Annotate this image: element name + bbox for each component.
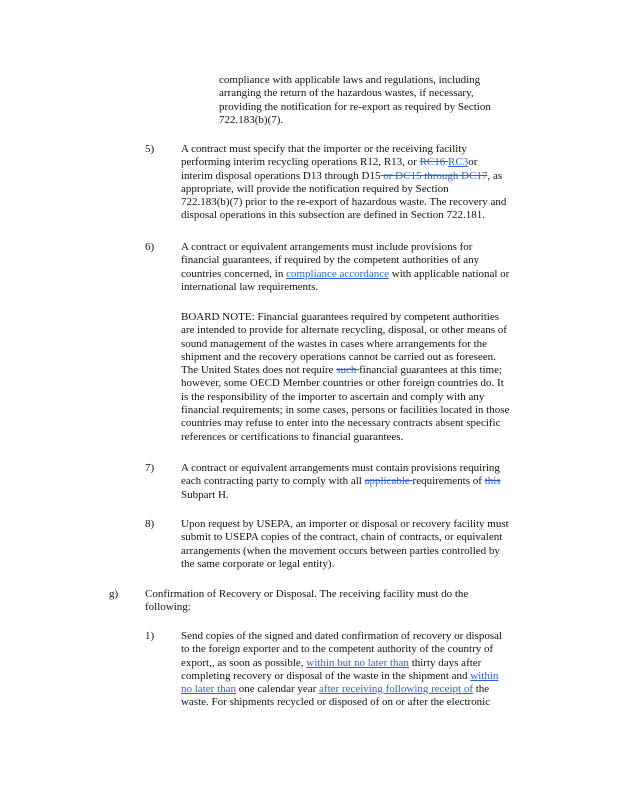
text-line: The United States does not require such financial guarantees at this time; [181,364,503,377]
text-line: BOARD NOTE: Financial guarantees required by competent authorities [181,311,499,323]
text-line: 722.183(b)(7) prior to the re-export of hazardous waste. The recovery and [181,196,507,209]
inserted-text: compliance [286,267,340,280]
inserted-text: RC3 [448,156,469,169]
text-line: to the foreign exporter and to the competent authority of the country of [181,643,494,656]
text-line: Subpart H. [181,488,229,501]
inserted-text: within [470,669,499,682]
text-line: shipment and the recovery operations cannot be carried out as foreseen. [181,350,496,363]
item-6-paragraph [181,241,561,294]
item-number-8: 8) [145,518,155,530]
text-line: financial guarantees, if required by the competent authorities of any [181,254,480,267]
text-line: is the responsibility of the importer to ascertain and comply with any [181,390,485,403]
text-line: compliance with applicable laws and regulations, including [219,74,481,86]
text-line: A contract must specify that the importer or the receiving facility [181,143,467,155]
inserted-text: but no later than [337,656,409,669]
text-line: each contracting party to comply with all applicable requirements of this [181,475,501,488]
text-line: references or certifications to financial guarantees. [181,430,404,443]
text-line: Confirmation of Recovery or Disposal. The receiving facility must do the [145,588,469,600]
text-line: countries concerned, in compliance accordance with applicable national or [181,267,510,280]
deleted-text: or DC15 through DC17 [380,169,488,182]
text-line: appropriate, will provide the notification required by Section [181,182,449,195]
text-line: Upon request by USEPA, an importer or disposal or recovery facility must [181,518,509,530]
board-note-paragraph [181,311,566,444]
text-line: following: [145,601,191,614]
inserted-text: no later than [181,683,236,696]
text-line: financial requirements; in some cases, persons or facilities located in those [181,404,510,417]
text-line: 722.183(b)(7). [219,113,284,126]
text-line: submit to USEPA copies of the contract, chain of contracts, or equivalent [181,531,503,544]
text-line: the same corporate or legal entity). [181,557,335,570]
text-line: performing interim recycling operations R12, R13, or RC16 RC3or [181,156,478,169]
item-8-paragraph [181,518,566,571]
text-line: Send copies of the signed and dated confirmation of recovery or disposal [181,630,503,642]
text-line: export,, as soon as possible, within but no later than thirty days after [181,656,482,669]
text-line: A contract or equivalent arrangements must contain provisions requiring [181,462,500,474]
item-number-6: 6) [145,241,155,253]
text-line: waste. For shipments recycled or disposed of on or after the electronic [181,696,491,709]
text-line: disposal operations in this subsection are defined in Section 722.181. [181,209,485,222]
item-number-1: 1) [145,630,155,642]
deleted-text: this [484,475,501,488]
continuation-paragraph [219,74,579,127]
deleted-text: such [336,364,360,377]
item-number-7: 7) [145,462,155,474]
inserted-text: within [306,656,338,669]
deleted-text: RC16 [419,156,449,169]
text-line: sound management of the wastes in cases where arrangements for the [181,337,488,350]
text-line: no later than one calendar year after receiving following receipt of the [181,683,490,696]
text-line: completing recovery or disposal of the waste in the shipment and within [181,669,499,682]
text-line: arrangements (when the movement occurs between parties controlled by [181,544,500,557]
text-line: providing the notification for re-export as required by Section [219,100,491,113]
item-7-paragraph [181,462,566,502]
text-line: international law requirements. [181,280,319,293]
text-line: A contract or equivalent arrangements must include provisions for [181,241,473,253]
deleted-text: applicable [364,475,413,488]
text-line: however, some OECD Member countries or other foreign countries do. It [181,377,504,390]
inserted-text: after receiving following receipt of [319,683,473,696]
text-line: countries may refuse to enter into the necessary contracts absent specific [181,417,501,430]
item-5-paragraph [181,143,561,223]
section-label-g: g) [109,588,119,600]
item-1-paragraph [181,630,566,710]
section-g-heading [145,588,545,615]
text-line: arranging the return of the hazardous wastes, if necessary, [219,87,474,100]
text-line: are intended to provide for alternate recycling, disposal, or other means of [181,324,507,337]
item-number-5: 5) [145,143,155,155]
inserted-text: accordance [339,267,389,280]
text-line: interim disposal operations D13 through D15 or DC15 through DC17, as [181,169,503,182]
